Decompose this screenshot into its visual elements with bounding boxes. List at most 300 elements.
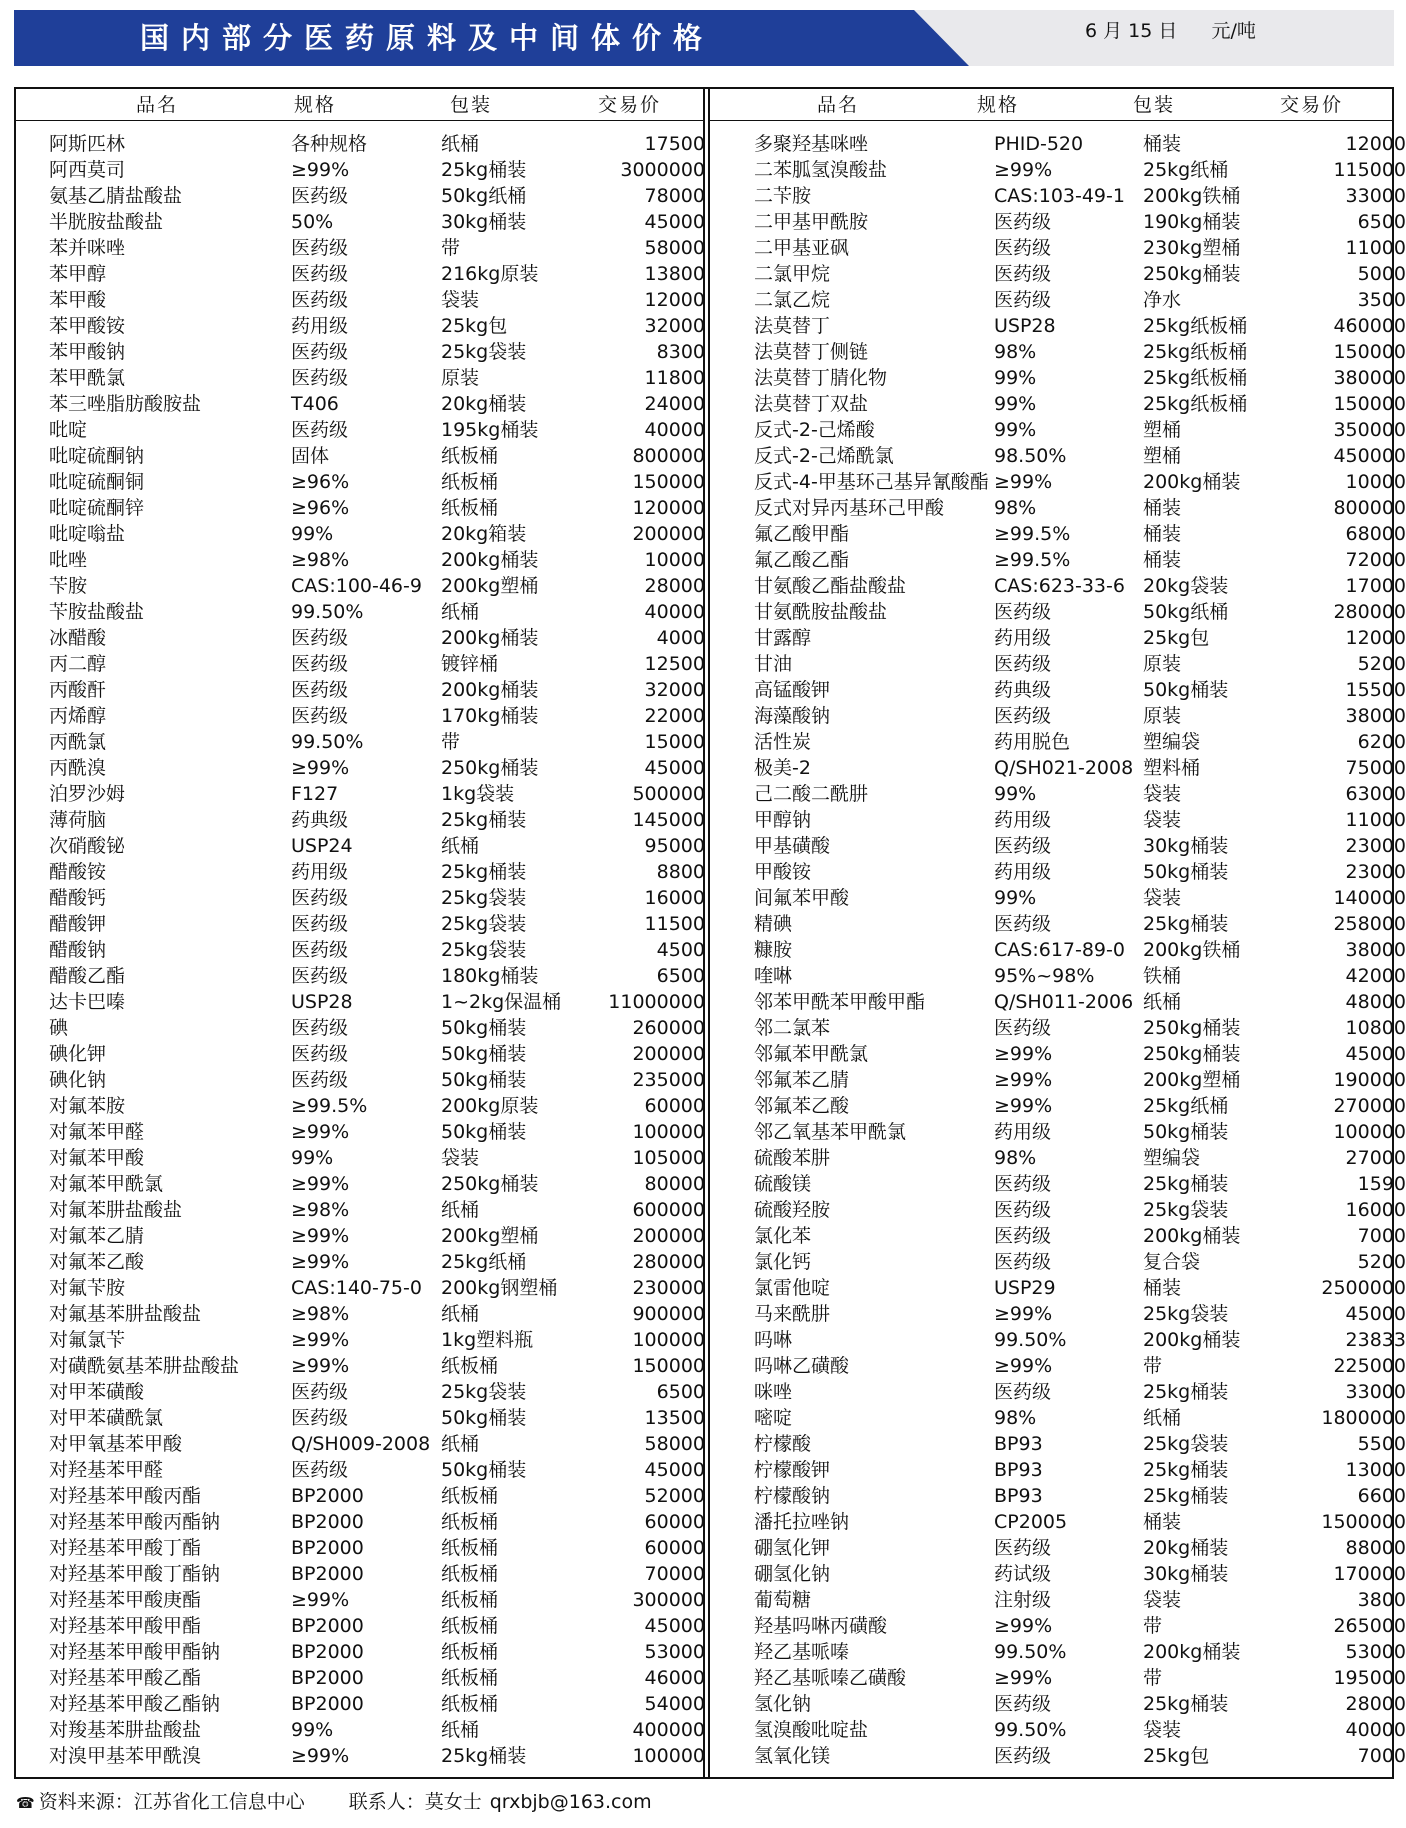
product-spec: ≥99% (291, 1355, 350, 1377)
product-spec: 98% (994, 341, 1037, 363)
product-spec: 医药级 (291, 705, 349, 727)
product-name: 甘油 (754, 653, 793, 675)
date-label: 6 月 15 日 (1085, 20, 1178, 42)
product-price: 11000 (1345, 809, 1406, 831)
product-price: 45000 (644, 211, 705, 233)
product-name: 反式对异丙基环己甲酸 (754, 497, 945, 519)
product-price: 23833 (1345, 1329, 1406, 1351)
product-name: 硫酸镁 (754, 1173, 812, 1195)
product-name: 对氟苯肼盐酸盐 (49, 1199, 183, 1221)
product-price: 12000 (1345, 133, 1406, 155)
product-name: 柠檬酸钠 (754, 1485, 831, 1507)
product-package: 25kg桶装 (441, 861, 527, 883)
product-name: 二氯乙烷 (754, 289, 831, 311)
product-price: 150000 (632, 471, 705, 493)
product-spec: 药用级 (994, 627, 1052, 649)
product-name: 二甲基甲酰胺 (754, 211, 869, 233)
product-package: 纸桶 (441, 1719, 480, 1741)
product-spec: 医药级 (994, 601, 1052, 623)
product-package: 25kg桶装 (1143, 913, 1229, 935)
product-spec: F127 (291, 783, 339, 805)
source-text: 资料来源：江苏省化工信息中心 (38, 1791, 305, 1813)
product-price: 33000 (1345, 1381, 1406, 1403)
product-name: 次硝酸铋 (49, 835, 126, 857)
product-spec: ≥96% (291, 471, 350, 493)
product-price: 60000 (644, 1537, 705, 1559)
product-name: 间氟苯甲酸 (754, 887, 850, 909)
product-spec: 各种规格 (291, 133, 368, 155)
product-package: 250kg桶装 (441, 757, 539, 779)
product-price: 52000 (644, 1485, 705, 1507)
product-name: 邻苯甲酰苯甲酸甲酯 (754, 991, 926, 1013)
product-price: 450000 (1333, 445, 1406, 467)
product-name: 邻乙氧基苯甲酰氯 (754, 1121, 907, 1143)
product-package: 25kg袋装 (441, 913, 527, 935)
product-spec: ≥99% (291, 1121, 350, 1143)
product-price: 900000 (632, 1303, 705, 1325)
product-package: 195kg桶装 (441, 419, 539, 441)
product-package: 塑料桶 (1143, 757, 1201, 779)
product-price: 11000 (1345, 237, 1406, 259)
product-spec: ≥98% (291, 1303, 350, 1325)
product-package: 25kg桶装 (1143, 1173, 1229, 1195)
product-name: 对氟苯甲酸 (49, 1147, 145, 1169)
product-package: 纸桶 (441, 1303, 480, 1325)
product-spec: ≥99% (291, 1745, 350, 1767)
product-price: 460000 (1333, 315, 1406, 337)
contact-text: 联系人：莫女士 (348, 1791, 482, 1813)
product-spec: 医药级 (291, 1381, 349, 1403)
product-price: 1500000 (1321, 1511, 1406, 1533)
product-spec: ≥99% (291, 1225, 350, 1247)
product-spec: T406 (291, 393, 339, 415)
product-name: 半胱胺盐酸盐 (49, 211, 164, 233)
product-spec: 医药级 (994, 1199, 1052, 1221)
product-name: 氟乙酸乙酯 (754, 549, 850, 571)
product-price: 150000 (632, 1355, 705, 1377)
product-price: 28000 (644, 575, 705, 597)
product-spec: 医药级 (291, 1069, 349, 1091)
product-spec: 医药级 (291, 679, 349, 701)
product-spec: ≥99% (994, 1095, 1053, 1117)
product-package: 25kg包 (1143, 627, 1210, 649)
product-spec: ≥98% (291, 549, 350, 571)
product-price: 350000 (1333, 419, 1406, 441)
product-name: 反式-2-己烯酸 (754, 419, 875, 441)
product-price: 8300 (656, 341, 705, 363)
product-spec: 98% (994, 1147, 1037, 1169)
product-spec: 药用级 (291, 315, 349, 337)
product-price: 11000000 (608, 991, 705, 1013)
product-package: 袋装 (1143, 783, 1182, 805)
product-package: 25kg纸板桶 (1143, 367, 1248, 389)
product-price: 7000 (1357, 1225, 1406, 1247)
product-spec: 99% (994, 783, 1037, 805)
product-price: 60000 (644, 1511, 705, 1533)
product-spec: 医药级 (291, 1017, 349, 1039)
product-price: 800000 (632, 445, 705, 467)
product-package: 净水 (1143, 289, 1182, 311)
product-spec: 99% (994, 887, 1037, 909)
product-package: 纸桶 (441, 1199, 480, 1221)
product-name: 对羟基苯甲酸丙酯钠 (49, 1511, 221, 1533)
product-price: 3800 (1357, 1589, 1406, 1611)
product-spec: 医药级 (994, 1537, 1052, 1559)
product-package: 桶装 (1143, 497, 1182, 519)
product-name: 碘化钾 (49, 1043, 107, 1065)
product-package: 30kg桶装 (441, 211, 527, 233)
product-package: 25kg袋装 (1143, 1199, 1229, 1221)
product-price: 45000 (644, 1615, 705, 1637)
product-package: 25kg袋装 (1143, 1303, 1229, 1325)
product-package: 纸板桶 (441, 497, 499, 519)
product-spec: CAS:103-49-1 (994, 185, 1125, 207)
product-package: 袋装 (441, 289, 480, 311)
product-price: 258000 (1333, 913, 1406, 935)
product-spec: ≥99% (994, 471, 1053, 493)
product-package: 原装 (1143, 705, 1182, 727)
product-spec: BP2000 (291, 1693, 364, 1715)
product-spec: 99.50% (994, 1329, 1067, 1351)
product-name: 氯化苯 (754, 1225, 812, 1247)
product-price: 600000 (632, 1199, 705, 1221)
product-name: 对氟苯甲酰氯 (49, 1173, 164, 1195)
product-price: 6500 (1357, 211, 1406, 233)
product-package: 袋装 (1143, 887, 1182, 909)
product-price: 13800 (644, 263, 705, 285)
product-spec: 医药级 (291, 653, 349, 675)
product-price: 58000 (644, 237, 705, 259)
product-price: 3500 (1357, 289, 1406, 311)
product-spec: 药典级 (994, 679, 1052, 701)
product-spec: 98% (994, 497, 1037, 519)
product-name: 嘧啶 (754, 1407, 793, 1429)
product-price: 16000 (644, 887, 705, 909)
product-spec: ≥99% (291, 1589, 350, 1611)
right-header-name: 品名 (817, 94, 860, 116)
product-spec: USP28 (291, 991, 353, 1013)
product-package: 纸桶 (441, 1433, 480, 1455)
product-name: 丙烯醇 (49, 705, 107, 727)
product-name: 邻氟苯乙腈 (754, 1069, 850, 1091)
product-price: 32000 (644, 315, 705, 337)
product-package: 200kg塑桶 (441, 1225, 539, 1247)
product-price: 40000 (644, 601, 705, 623)
product-price: 800000 (1333, 497, 1406, 519)
product-spec: CAS:100-46-9 (291, 575, 422, 597)
product-name: 对羟基苯甲酸乙酯钠 (49, 1693, 221, 1715)
product-name: 对甲苯磺酰氯 (49, 1407, 164, 1429)
product-spec: BP93 (994, 1459, 1043, 1481)
product-price: 170000 (1333, 1563, 1406, 1585)
product-name: 活性炭 (754, 731, 812, 753)
product-price: 88000 (1345, 1537, 1406, 1559)
product-name: 吡啶硫酮铜 (49, 471, 145, 493)
product-package: 25kg袋装 (1143, 1433, 1229, 1455)
product-package: 桶装 (1143, 523, 1182, 545)
product-price: 27000 (1345, 1147, 1406, 1169)
product-name: 吡啶硫酮钠 (49, 445, 145, 467)
product-package: 200kg桶装 (1143, 1641, 1241, 1663)
product-price: 7000 (1357, 1745, 1406, 1767)
product-name: 氨基乙腈盐酸盐 (49, 185, 183, 207)
header-rule-left (16, 120, 703, 121)
product-name: 苯三唑脂肪酸胺盐 (49, 393, 202, 415)
product-name: 法莫替丁腈化物 (754, 367, 888, 389)
product-price: 5200 (1357, 653, 1406, 675)
product-package: 桶装 (1143, 133, 1182, 155)
product-spec: 医药级 (994, 1381, 1052, 1403)
product-name: 冰醋酸 (49, 627, 107, 649)
product-price: 11800 (644, 367, 705, 389)
product-spec: 99% (291, 523, 334, 545)
product-name: 柠檬酸 (754, 1433, 812, 1455)
product-price: 2500000 (1321, 1277, 1406, 1299)
product-price: 13000 (1345, 1459, 1406, 1481)
product-name: 对甲苯磺酸 (49, 1381, 145, 1403)
product-price: 115000 (1333, 159, 1406, 181)
left-header-spec: 规格 (294, 94, 337, 116)
product-spec: CP2005 (994, 1511, 1068, 1533)
product-name: 氟乙酸甲酯 (754, 523, 850, 545)
product-name: 碘 (49, 1017, 69, 1039)
product-spec: ≥99.5% (994, 523, 1071, 545)
product-spec: 99% (994, 419, 1037, 441)
product-name: 吡啶硫酮锌 (49, 497, 145, 519)
product-name: 氯化钙 (754, 1251, 812, 1273)
product-spec: 医药级 (291, 289, 349, 311)
product-package: 25kg纸板桶 (1143, 393, 1248, 415)
product-name: 对氟苄胺 (49, 1277, 126, 1299)
product-package: 纸桶 (1143, 1407, 1182, 1429)
right-header-spec: 规格 (977, 94, 1020, 116)
product-package: 纸板桶 (441, 1485, 499, 1507)
product-price: 33000 (1345, 185, 1406, 207)
product-price: 200000 (632, 1225, 705, 1247)
product-price: 120000 (632, 497, 705, 519)
product-package: 袋装 (1143, 809, 1182, 831)
product-package: 200kg桶装 (1143, 1225, 1241, 1247)
product-package: 50kg桶装 (441, 1017, 527, 1039)
product-price: 6500 (656, 1381, 705, 1403)
product-package: 桶装 (1143, 1277, 1182, 1299)
product-price: 24000 (644, 393, 705, 415)
product-name: 醋酸铵 (49, 861, 107, 883)
product-spec: 医药级 (291, 913, 349, 935)
product-package: 25kg袋装 (441, 939, 527, 961)
product-spec: 医药级 (994, 1017, 1052, 1039)
product-price: 40000 (644, 419, 705, 441)
product-spec: 50% (291, 211, 334, 233)
product-spec: 医药级 (994, 1173, 1052, 1195)
product-spec: ≥99% (291, 1251, 350, 1273)
page-title: 国内部分医药原料及中间体价格 (140, 21, 715, 55)
product-name: 对羧基苯肼盐酸盐 (49, 1719, 202, 1741)
product-name: 对氟苯甲醛 (49, 1121, 145, 1143)
product-price: 200000 (632, 1043, 705, 1065)
product-name: 苯甲酸铵 (49, 315, 126, 337)
product-price: 70000 (644, 1563, 705, 1585)
product-price: 6200 (1357, 731, 1406, 753)
product-package: 铁桶 (1143, 965, 1182, 987)
product-name: 苯甲酸 (49, 289, 107, 311)
product-price: 78000 (644, 185, 705, 207)
product-price: 28000 (1345, 1693, 1406, 1715)
product-package: 190kg桶装 (1143, 211, 1241, 233)
product-price: 10800 (1345, 1017, 1406, 1039)
product-package: 200kg铁桶 (1143, 185, 1241, 207)
product-package: 200kg钢塑桶 (441, 1277, 558, 1299)
product-name: 苯甲醇 (49, 263, 107, 285)
product-package: 带 (441, 731, 461, 753)
product-package: 塑编袋 (1143, 1147, 1201, 1169)
product-package: 25kg包 (441, 315, 508, 337)
product-price: 72000 (1345, 549, 1406, 571)
product-package: 250kg桶装 (1143, 1017, 1241, 1039)
product-price: 280000 (632, 1251, 705, 1273)
product-name: 苯甲酰氯 (49, 367, 126, 389)
product-price: 190000 (1333, 1069, 1406, 1091)
product-name: 羟乙基哌嗪 (754, 1641, 850, 1663)
product-name: 泊罗沙姆 (49, 783, 126, 805)
product-price: 100000 (632, 1329, 705, 1351)
product-package: 1kg袋装 (441, 783, 515, 805)
unit-label: 元/吨 (1211, 20, 1256, 42)
product-package: 250kg桶装 (1143, 1043, 1241, 1065)
product-package: 塑桶 (1143, 445, 1182, 467)
product-package: 1kg塑料瓶 (441, 1329, 534, 1351)
product-name: 高锰酸钾 (754, 679, 831, 701)
product-package: 200kg桶装 (1143, 1329, 1241, 1351)
product-spec: BP2000 (291, 1485, 364, 1507)
product-name: 吡啶嗡盐 (49, 523, 126, 545)
product-name: 喹啉 (754, 965, 793, 987)
product-price: 5200 (1357, 1251, 1406, 1273)
product-name: 羟乙基哌嗪乙磺酸 (754, 1667, 907, 1689)
product-package: 20kg桶装 (441, 393, 527, 415)
product-spec: ≥99% (994, 1355, 1053, 1377)
product-name: 薄荷脑 (49, 809, 107, 831)
product-spec: USP29 (994, 1277, 1056, 1299)
product-price: 53000 (1345, 1641, 1406, 1663)
product-price: 6500 (656, 965, 705, 987)
product-spec: CAS:140-75-0 (291, 1277, 422, 1299)
product-package: 纸板桶 (441, 445, 499, 467)
product-name: 反式-2-己烯酰氯 (754, 445, 894, 467)
product-name: 咪唑 (754, 1381, 793, 1403)
product-price: 6600 (1357, 1485, 1406, 1507)
product-price: 16000 (1345, 1199, 1406, 1221)
product-name: 潘托拉唑钠 (754, 1511, 850, 1533)
phone-icon: ☎ (16, 1794, 35, 1812)
product-package: 25kg桶装 (441, 159, 527, 181)
product-package: 纸板桶 (441, 1615, 499, 1637)
product-package: 带 (1143, 1667, 1163, 1689)
product-price: 100000 (632, 1121, 705, 1143)
product-spec: 医药级 (291, 1459, 349, 1481)
product-spec: CAS:617-89-0 (994, 939, 1125, 961)
product-price: 260000 (632, 1017, 705, 1039)
product-package: 20kg箱装 (441, 523, 527, 545)
product-package: 30kg桶装 (1143, 1563, 1229, 1585)
product-spec: Q/SH021-2008 (994, 757, 1134, 779)
product-spec: PHID-520 (994, 133, 1084, 155)
left-header-price: 交易价 (598, 94, 662, 116)
product-spec: 医药级 (994, 237, 1052, 259)
product-spec: 99.50% (994, 1641, 1067, 1663)
product-spec: 医药级 (291, 965, 349, 987)
product-name: 苄胺盐酸盐 (49, 601, 145, 623)
product-package: 25kg纸板桶 (1143, 341, 1248, 363)
product-spec: 98.50% (994, 445, 1067, 467)
product-name: 阿西莫司 (49, 159, 126, 181)
product-package: 200kg桶装 (441, 627, 539, 649)
product-package: 镀锌桶 (441, 653, 499, 675)
product-price: 230000 (632, 1277, 705, 1299)
product-name: 对羟基苯甲醛 (49, 1459, 164, 1481)
product-package: 25kg纸桶 (441, 1251, 527, 1273)
product-name: 对氟苯胺 (49, 1095, 126, 1117)
product-price: 63000 (1345, 783, 1406, 805)
product-spec: BP2000 (291, 1537, 364, 1559)
product-name: 丙酰溴 (49, 757, 107, 779)
product-price: 12000 (1345, 627, 1406, 649)
product-package: 袋装 (441, 1147, 480, 1169)
product-price: 270000 (1333, 1095, 1406, 1117)
product-price: 140000 (1333, 887, 1406, 909)
product-spec: 医药级 (291, 237, 349, 259)
product-package: 25kg桶装 (441, 1745, 527, 1767)
product-price: 75000 (1345, 757, 1406, 779)
product-name: 邻氟苯乙酸 (754, 1095, 850, 1117)
product-spec: BP2000 (291, 1511, 364, 1533)
product-name: 醋酸乙酯 (49, 965, 126, 987)
product-price: 45000 (644, 1459, 705, 1481)
product-package: 桶装 (1143, 1511, 1182, 1533)
product-spec: 医药级 (291, 263, 349, 285)
product-name: 二甲基亚砜 (754, 237, 850, 259)
product-price: 13500 (644, 1407, 705, 1429)
product-name: 邻二氯苯 (754, 1017, 831, 1039)
product-price: 200000 (632, 523, 705, 545)
product-spec: ≥99% (291, 1173, 350, 1195)
product-price: 265000 (1333, 1615, 1406, 1637)
product-price: 400000 (632, 1719, 705, 1741)
left-header-package: 包装 (450, 94, 493, 116)
product-name: 马来酰肼 (754, 1303, 831, 1325)
product-spec: 医药级 (994, 1745, 1052, 1767)
product-package: 50kg桶装 (441, 1459, 527, 1481)
product-name: 对羟基苯甲酸庚酯 (49, 1589, 202, 1611)
product-name: 丙酸酐 (49, 679, 107, 701)
product-spec: 99.50% (994, 1719, 1067, 1741)
product-spec: 医药级 (994, 1225, 1052, 1247)
product-price: 8800 (656, 861, 705, 883)
product-spec: 医药级 (291, 185, 349, 207)
product-price: 38000 (1345, 939, 1406, 961)
product-spec: 医药级 (291, 887, 349, 909)
product-name: 甲基磺酸 (754, 835, 831, 857)
product-package: 带 (1143, 1355, 1163, 1377)
product-spec: 医药级 (291, 627, 349, 649)
product-name: 柠檬酸钾 (754, 1459, 831, 1481)
header-date-unit (1085, 16, 1256, 46)
product-package: 纸桶 (441, 601, 480, 623)
product-name: 甘氨酸乙酯盐酸盐 (754, 575, 907, 597)
product-price: 5000 (1357, 263, 1406, 285)
product-name: 硼氢化钾 (754, 1537, 831, 1559)
product-package: 30kg桶装 (1143, 835, 1229, 857)
